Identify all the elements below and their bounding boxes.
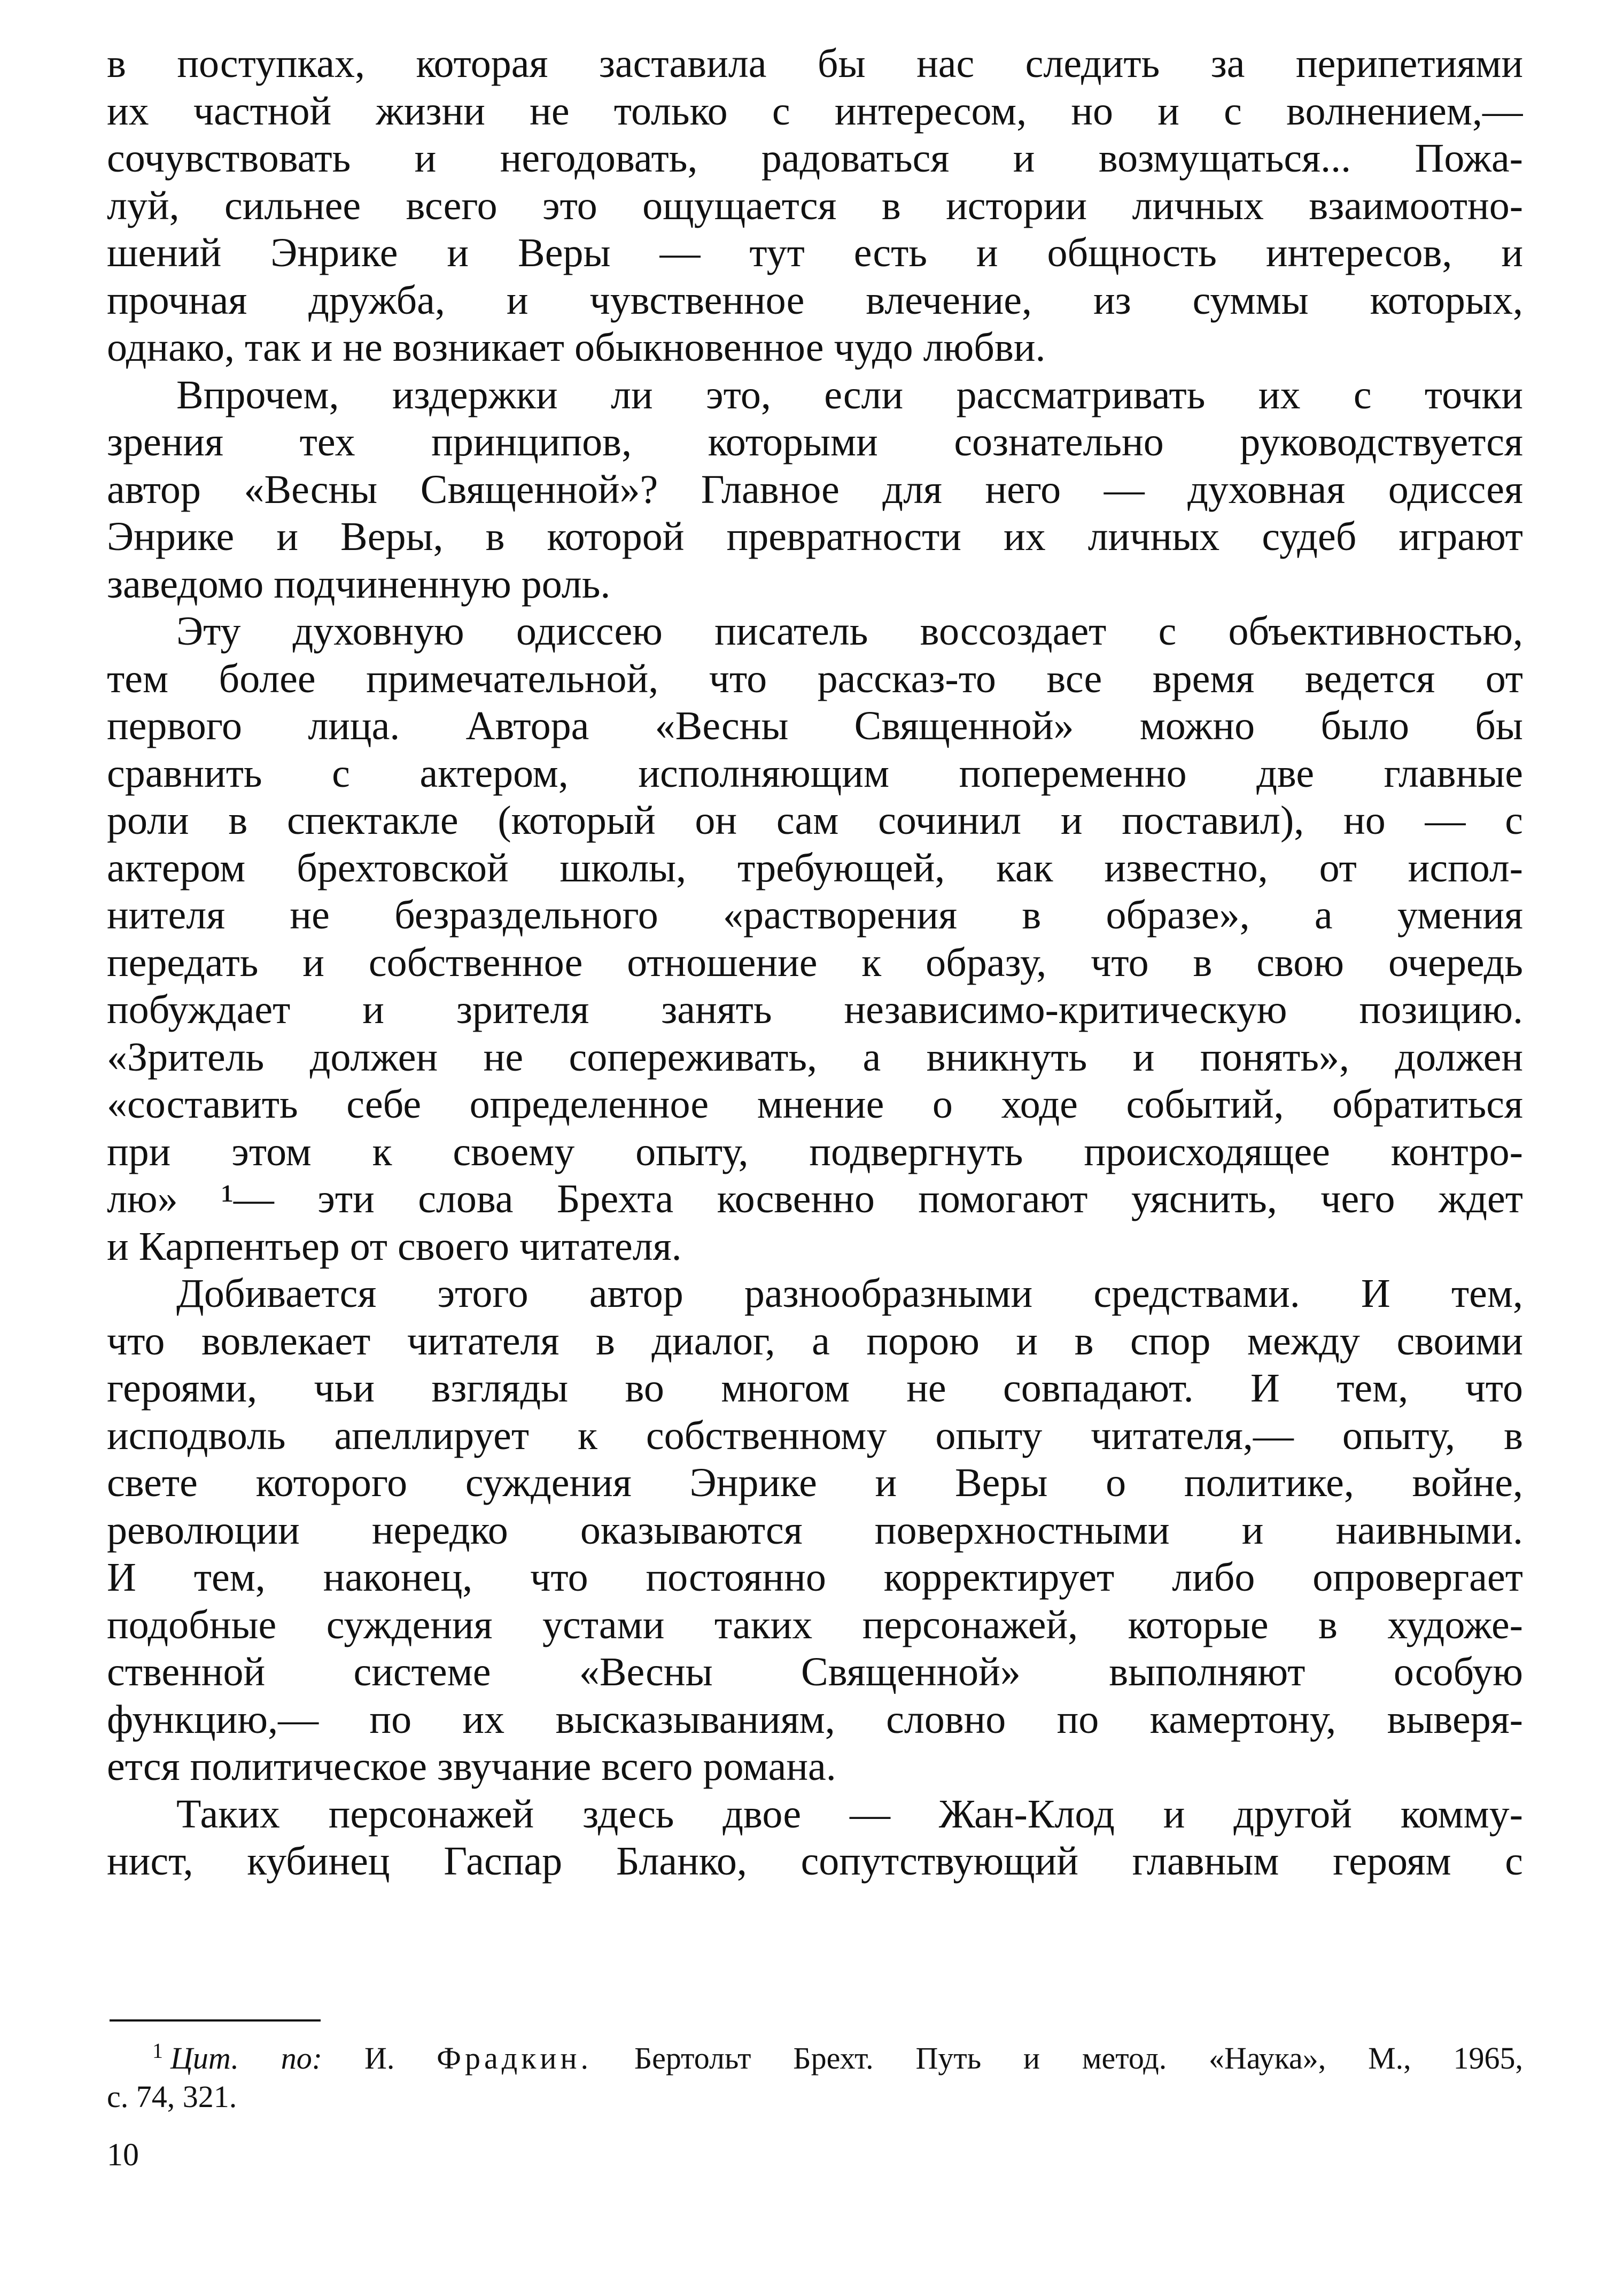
page-number: 10 — [107, 2137, 139, 2172]
text-line: тем более примечательной, что рассказ-то все время ведется от — [107, 656, 1523, 701]
text-line: свете которого суждения Энрике и Веры о политике, войне, — [107, 1460, 1523, 1505]
text-line: ется политическое звучание всего романа. — [107, 1744, 836, 1789]
text-line: исподволь апеллирует к собственному опыту читателя,— опыту, в — [107, 1413, 1523, 1458]
text-line: Эту духовную одиссею писатель воссоздает с объективностью, — [176, 609, 1523, 654]
text-line: при этом к своему опыту, подвергнуть происходящее контро- — [107, 1129, 1523, 1174]
text-line: шений Энрике и Веры — тут есть и общность интересов, и — [107, 230, 1523, 275]
footnote-line — [107, 2039, 1523, 2078]
text-line: луй, сильнее всего это ощущается в истории личных взаимоотно- — [107, 183, 1523, 228]
text-line: и Карпентьер от своего читателя. — [107, 1223, 682, 1269]
footnote — [107, 2039, 1523, 2116]
text-line: побуждает и зрителя занять независимо-критическую позицию. — [107, 987, 1523, 1032]
text-line: заведомо подчиненную роль. — [107, 561, 611, 607]
text-line: лю» ¹— эти слова Брехта косвенно помогают уяснить, чего ждет — [107, 1176, 1523, 1221]
paragraph-2 — [107, 371, 1523, 608]
text-line: И тем, наконец, что постоянно корректирует либо опровергает — [107, 1555, 1523, 1600]
text-line: революции нередко оказываются поверхностными и наивными. — [107, 1507, 1523, 1553]
text-line: передать и собственное отношение к образу, что в свою очередь — [107, 940, 1523, 985]
text-line: прочная дружба, и чувственное влечение, из суммы которых, — [107, 277, 1523, 323]
paragraph-3 — [107, 608, 1523, 1270]
text-line: Добивается этого автор разнообразными средствами. И тем, — [176, 1271, 1523, 1316]
text-line: нист, кубинец Гаспар Бланко, сопутствующий главным героям с — [107, 1839, 1523, 1884]
paragraph-4 — [107, 1270, 1523, 1791]
text-line: однако, так и не возникает обыкновенное чудо любви. — [107, 325, 1046, 370]
footnote-line: с. 74, 321. — [107, 2079, 237, 2114]
footnote-author-initial: И. — [364, 2041, 395, 2076]
footnote-source: Бертольт Брехт. Путь и метод. «Наука», М., 1965, — [634, 2041, 1523, 2076]
text-line: Таких персонажей здесь двое — Жан-Клод и другой комму- — [176, 1791, 1523, 1837]
text-line: зрения тех принципов, которыми сознательно руководствуется — [107, 420, 1523, 464]
footnote-citation-prefix: Цит. по: — [170, 2041, 323, 2076]
footnote-mark: 1 — [152, 2039, 163, 2063]
text-line: «составить себе определенное мнение о ходе событий, обратиться — [107, 1082, 1523, 1127]
text-line: героями, чьи взгляды во многом не совпадают. И тем, что — [107, 1366, 1523, 1411]
text-line: что вовлекает читателя в диалог, а порою и в спор между своими — [107, 1318, 1523, 1364]
paragraph-5 — [107, 1791, 1523, 1885]
text-line: Энрике и Веры, в которой превратности их личных судеб играют — [107, 514, 1523, 559]
text-line: «Зритель должен не сопереживать, а вникнуть и понять», должен — [107, 1034, 1523, 1080]
text-line: Впрочем, издержки ли это, если рассматривать их с точки — [176, 372, 1523, 417]
text-line: сравнить с актером, исполняющим попеременно две главные — [107, 750, 1523, 796]
text-line: первого лица. Автора «Весны Священной» можно было бы — [107, 703, 1523, 748]
text-line: их частной жизни не только с интересом, но и с волнением,— — [107, 88, 1523, 134]
text-line: актером брехтовской школы, требующей, как известно, от испол- — [107, 845, 1523, 890]
text-line: нителя не безраздельного «растворения в образе», а умения — [107, 893, 1523, 938]
text-line: в поступках, которая заставила бы нас следить за перипетиями — [107, 41, 1523, 86]
footnote-author-surname: Фрадкин. — [437, 2041, 593, 2076]
text-line: автор «Весны Священной»? Главное для него — духовная одиссея — [107, 467, 1523, 512]
text-line: ственной системе «Весны Священной» выполняют особую — [107, 1650, 1523, 1694]
footnote-separator — [110, 2019, 321, 2022]
main-text — [107, 40, 1523, 1885]
text-line: сочувствовать и негодовать, радоваться и возмущаться... Пожа- — [107, 136, 1523, 181]
paragraph-1 — [107, 40, 1523, 371]
text-line: роли в спектакле (который он сам сочинил и поставил), но — с — [107, 798, 1523, 843]
text-line: подобные суждения устами таких персонажей, которые в художе- — [107, 1602, 1523, 1647]
text-line: функцию,— по их высказываниям, словно по камертону, выверя- — [107, 1697, 1523, 1742]
